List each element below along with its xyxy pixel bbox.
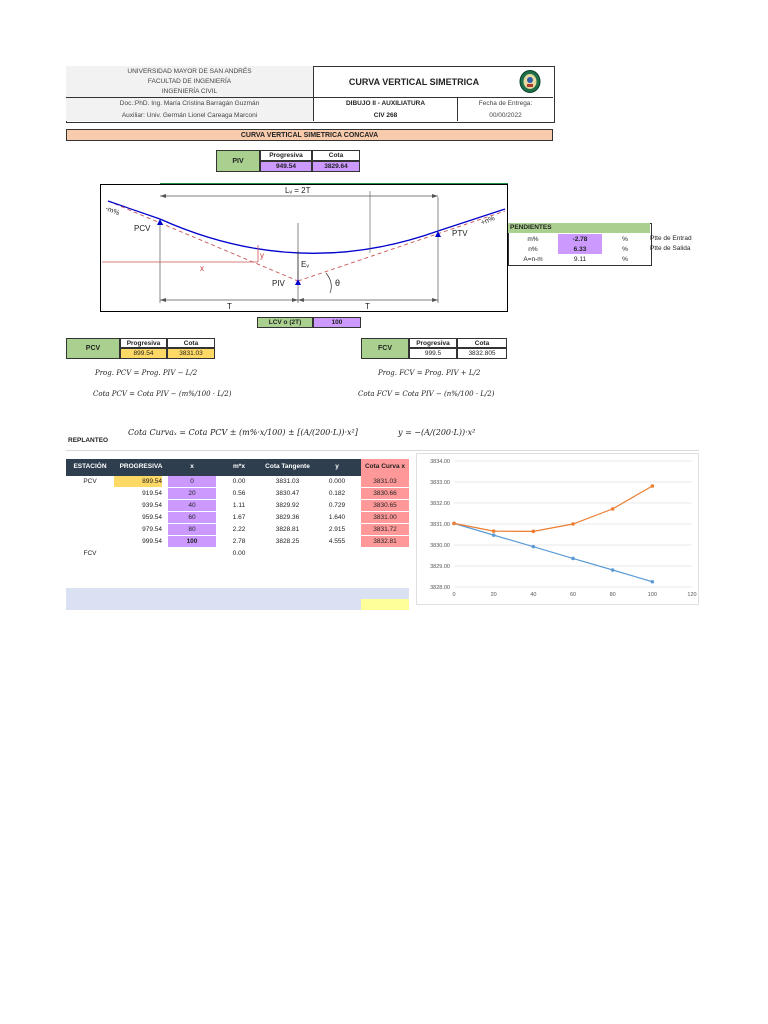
- diagram-lv-label: Lᵥ = 2T: [285, 186, 311, 195]
- series-0-point: [651, 580, 655, 584]
- slope-value: 9.11: [573, 255, 587, 263]
- pcv-cota-header: Cota: [167, 338, 215, 348]
- table-footer-band: [66, 588, 409, 610]
- station-cell: [66, 500, 114, 511]
- series-1-point: [651, 484, 655, 488]
- table-cell: 3829.92: [275, 502, 300, 509]
- table-cell: 3831.00: [361, 512, 409, 523]
- diagram-m-label: -m%: [104, 205, 121, 218]
- series-0-point: [571, 557, 575, 561]
- x-tick-label: 0: [452, 592, 456, 598]
- slope-unit: %: [622, 235, 628, 243]
- table-cell: 939.54: [142, 502, 162, 509]
- formula-prog-pcv: Prog. PCV = Prog. PIV − L/2: [95, 369, 198, 377]
- course-name: DIBUJO II - AUXILIATURA: [345, 100, 426, 107]
- table-cell: 979.54: [142, 526, 162, 533]
- x-tick-label: 80: [609, 592, 616, 598]
- series-1-point: [532, 530, 536, 534]
- table-cell: 0.00: [232, 478, 246, 485]
- table-cell: [262, 548, 313, 559]
- station-cell: [66, 512, 114, 523]
- fcv-cota-value: 3832.805: [457, 348, 507, 359]
- due-date-value: 00/00/2022: [489, 111, 522, 119]
- station-cell: FCV: [83, 550, 97, 557]
- diagram-pcv-label: PCV: [134, 224, 151, 233]
- table-cell: [313, 548, 361, 559]
- table-cell: [361, 548, 409, 559]
- due-date-label: Fecha de Entrega:: [478, 100, 533, 107]
- table-cell: 4.555: [328, 538, 346, 545]
- table-cell: 0.000: [328, 478, 346, 485]
- table-cell: 919.54: [142, 490, 162, 497]
- piv-cota-value[interactable]: 3829.64: [312, 161, 360, 172]
- slopes-title: PENDIENTES: [510, 224, 552, 231]
- table-cell[interactable]: 0: [168, 476, 216, 487]
- lcv-value[interactable]: 100: [313, 317, 361, 328]
- station-cell: PCV: [83, 478, 97, 485]
- table-cell: 2.22: [232, 526, 246, 533]
- x-tick-label: 100: [647, 592, 657, 598]
- column-header: m*x: [216, 459, 262, 476]
- table-footer-cell: [361, 599, 409, 610]
- course-code: CIV 268: [373, 111, 398, 119]
- slope-note: Ptte de Entrad: [650, 235, 692, 242]
- faculty-name: FACULTAD DE INGENIERÍA: [147, 77, 232, 85]
- x-tick-label: 40: [530, 592, 537, 598]
- table-cell: 3828.81: [275, 526, 300, 533]
- piv-prog-header: Progresiva: [260, 150, 312, 161]
- station-cell: [66, 524, 114, 535]
- column-header: Cota Tangente: [262, 459, 313, 476]
- y-tick-label: 3833.00: [430, 480, 450, 486]
- y-tick-label: 3828.00: [430, 585, 450, 591]
- table-cell: [114, 548, 162, 559]
- column-header: PROGRESIVA: [114, 459, 168, 476]
- section-title: CURVA VERTICAL SIMETRICA CONCAVA: [66, 129, 553, 141]
- series-0-point: [532, 545, 536, 549]
- table-cell: 3828.25: [275, 538, 300, 545]
- table-cell: [168, 548, 216, 559]
- table-cell: 3830.65: [361, 500, 409, 511]
- table-cell: 999.54: [142, 538, 162, 545]
- series-1-point: [571, 522, 575, 526]
- slope-label: A=n-m: [523, 255, 543, 263]
- table-cell: 1.11: [232, 502, 246, 509]
- table-cell[interactable]: 100: [168, 536, 216, 547]
- y-tick-label: 3829.00: [430, 564, 450, 570]
- diagram-ev-label: Eᵥ: [301, 260, 309, 269]
- table-cell: 3831.03: [275, 478, 300, 485]
- fcv-prog-header: Progresiva: [409, 338, 457, 348]
- pcv-prog-header: Progresiva: [120, 338, 167, 348]
- diagram-t2-label: T: [365, 302, 370, 311]
- replanteo-title: REPLANTEO: [68, 437, 109, 444]
- slope-label: n%: [528, 245, 538, 253]
- table-cell: 3830.66: [361, 488, 409, 499]
- table-cell: 3831.03: [361, 476, 409, 487]
- column-header: ESTACIÓN: [66, 459, 114, 476]
- fcv-label: FCV: [361, 338, 409, 359]
- table-cell: 1.67: [232, 514, 246, 521]
- doc-title: CURVA VERTICAL SIMETRICA: [348, 76, 480, 87]
- diagram-theta-label: θ: [335, 278, 341, 288]
- diagram-x-label: x: [200, 264, 204, 273]
- fcv-cota-header: Cota: [457, 338, 507, 348]
- y-tick-label: 3830.00: [430, 543, 450, 549]
- slope-unit: %: [622, 245, 628, 253]
- slope-value[interactable]: -2.78: [558, 234, 602, 244]
- piv-cota-header: Cota: [312, 150, 360, 161]
- vertical-curve-diagram: [100, 183, 508, 313]
- y-tick-label: 3834.00: [430, 459, 450, 465]
- piv-prog-value[interactable]: 949.54: [260, 161, 312, 172]
- piv-label: PIV: [216, 150, 260, 172]
- table-cell: 3832.81: [361, 536, 409, 547]
- table-cell: 959.54: [142, 514, 162, 521]
- station-cell: [66, 488, 114, 499]
- formula-cota-pcv: Cota PCV = Cota PIV − (m%/100 · L/2): [93, 390, 232, 398]
- series-0-point: [611, 568, 615, 572]
- table-cell: 899.54: [114, 476, 162, 487]
- career-name: INGENIERÍA CIVIL: [161, 87, 218, 95]
- column-header: Cota Curva x: [361, 459, 409, 476]
- column-header: x: [168, 459, 216, 476]
- pcv-label: PCV: [66, 338, 120, 359]
- series-1-point: [611, 507, 615, 511]
- diagram-piv-label: PIV: [272, 279, 285, 288]
- series-1-point: [492, 529, 496, 533]
- lcv-label: LCV o (2T): [257, 317, 313, 328]
- table-cell[interactable]: 40: [168, 500, 216, 511]
- slope-unit: %: [622, 255, 628, 263]
- slope-label: m%: [527, 235, 539, 243]
- formula-cota-fcv: Cota FCV = Cota PIV − (n%/100 · L/2): [358, 390, 495, 398]
- pcv-cota-value: 3831.03: [167, 348, 215, 359]
- diagram-y-label: y: [260, 251, 264, 260]
- y-tick-label: 3832.00: [430, 501, 450, 507]
- x-tick-label: 60: [569, 592, 577, 598]
- formula-prog-fcv: Prog. FCV = Prog. PIV + L/2: [378, 369, 481, 377]
- university-name: UNIVERSIDAD MAYOR DE SAN ANDRÉS: [127, 67, 252, 75]
- x-tick-label: 20: [490, 592, 497, 598]
- table-cell[interactable]: 60: [168, 512, 216, 523]
- table-cell: 3830.47: [275, 490, 300, 497]
- table-cell: 3829.36: [275, 514, 300, 521]
- table-cell: 2.78: [232, 538, 246, 545]
- station-cell: [66, 536, 114, 547]
- table-cell: 0.56: [232, 490, 246, 497]
- table-cell: 2.915: [328, 526, 346, 533]
- teacher-name: Doc.:PhD. Ing. María Cristina Barragán Guzmán: [119, 100, 260, 107]
- table-cell: 0.182: [328, 490, 346, 497]
- table-cell[interactable]: 80: [168, 524, 216, 535]
- series-1-point: [452, 522, 456, 526]
- diagram-ptv-label: PTV: [452, 229, 468, 238]
- diagram-t1-label: T: [227, 302, 232, 311]
- diagram-n-label: +n%: [480, 215, 496, 227]
- slope-note: Ptte de Salida: [650, 245, 691, 252]
- slope-value[interactable]: 6.33: [558, 244, 602, 254]
- table-cell: 0.00: [232, 550, 246, 557]
- table-cell: 3831.72: [361, 524, 409, 535]
- chart-frame: [417, 454, 699, 605]
- table-cell: 1.640: [328, 514, 346, 521]
- column-header: y: [313, 459, 361, 476]
- table-cell[interactable]: 20: [168, 488, 216, 499]
- formula-y: y = −(A/(200·L))·x²: [398, 428, 476, 437]
- series-0-point: [492, 533, 496, 537]
- fcv-prog-value: 999.5: [409, 348, 457, 359]
- table-cell: 0.729: [328, 502, 346, 509]
- university-seal-icon: [518, 69, 542, 94]
- formula-cota-curva: Cota Curvaₓ = Cota PCV ± (m%·x/100) ± [(A/(200·L))·x²]: [128, 428, 358, 437]
- pcv-prog-value: 899.54: [120, 348, 167, 359]
- assistant-name: Auxiliar: Univ. Germán Lionel Careaga Marconi: [121, 111, 258, 119]
- x-tick-label: 120: [687, 592, 697, 598]
- y-tick-label: 3831.00: [430, 522, 450, 528]
- elevation-chart: [416, 453, 699, 605]
